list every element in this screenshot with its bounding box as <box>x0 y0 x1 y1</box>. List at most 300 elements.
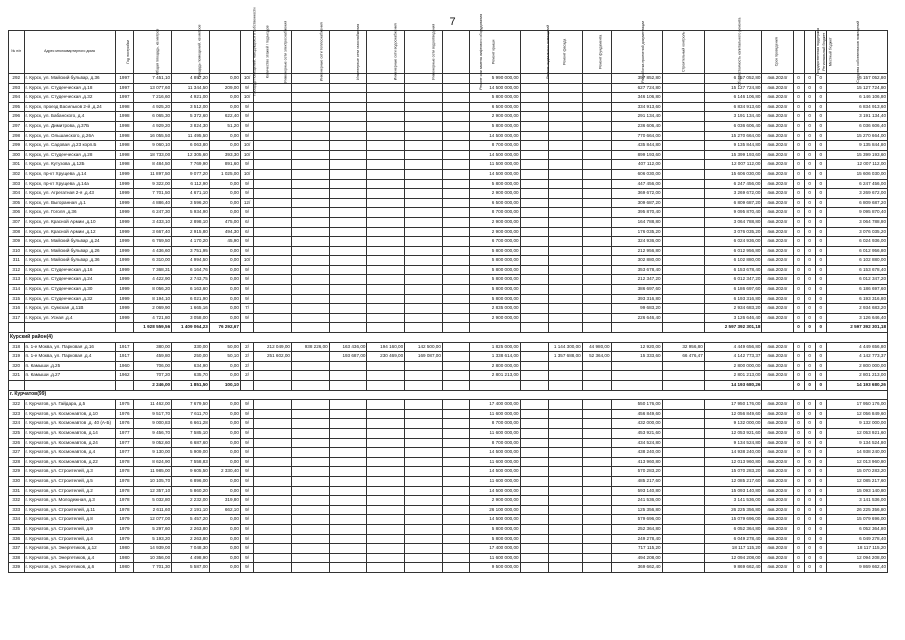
cell-addr: п. Камыши ,д.27 <box>24 371 115 381</box>
cell-roof: 5 800 000,00 <box>469 275 520 285</box>
table-row <box>9 169 888 179</box>
cell-proj: 346 106,80 <box>611 93 662 103</box>
cell-zero: 0 <box>804 371 815 381</box>
cell-roof: 5 800 000,00 <box>469 534 520 544</box>
cell-addr: г. Курск, ул. Студенческая ,д.30 <box>24 285 115 295</box>
table-row <box>9 189 888 199</box>
cell-zero: 0 <box>804 563 815 573</box>
subtotal-cell <box>442 323 469 333</box>
cell-e1 <box>254 102 292 112</box>
column-header-label: Ремонт крыши <box>491 39 496 65</box>
cell-a: 11 462,00 <box>134 400 172 410</box>
cell-base <box>520 467 549 477</box>
cell-n: 335 <box>9 524 25 534</box>
cell-n: 331 <box>9 486 25 496</box>
cell-f: 9/ <box>240 419 253 429</box>
cell-e5 <box>405 246 443 256</box>
cell-e3 <box>329 189 367 199</box>
cell-a: 11 897,50 <box>134 169 172 179</box>
cell-lift <box>442 352 469 362</box>
capital-repair-table <box>8 7 888 573</box>
cell-e2 <box>291 112 329 122</box>
cell-proj <box>611 371 662 381</box>
cell-period: 4кв.2024г <box>762 419 793 429</box>
cell-e2 <box>291 131 329 141</box>
cell-fund <box>582 505 611 515</box>
cell-roof: 11 600 000,00 <box>469 457 520 467</box>
table-row <box>9 342 888 352</box>
cell-zero: 0 <box>815 150 826 160</box>
cell-ctrl <box>662 141 704 151</box>
cell-n: 314 <box>9 285 25 295</box>
subtotal-cell <box>520 323 549 333</box>
cell-period: 4кв.2024г <box>762 285 793 295</box>
column-header-label: Региональный бюджет <box>821 33 826 71</box>
cell-e2 <box>291 198 329 208</box>
cell-e1 <box>254 553 292 563</box>
column-header-label: № п/п <box>11 49 22 54</box>
cell-zero: 0 <box>815 198 826 208</box>
cell-tot: 9 095 870,40 <box>704 208 762 218</box>
column-header-label: Площадь помещений, находящихся в собственности <box>252 7 257 97</box>
cell-c: 0,00 <box>209 419 240 429</box>
cell-own: 26 225 356,80 <box>826 505 887 515</box>
cell-ctrl <box>662 150 704 160</box>
cell-zero: 0 <box>815 400 826 410</box>
cell-b: 2 898,10 <box>172 217 210 227</box>
cell-base <box>520 112 549 122</box>
cell-zero: 0 <box>804 121 815 131</box>
cell-period: 4кв.2024г <box>762 131 793 141</box>
cell-proj: 176 035,20 <box>611 227 662 237</box>
cell-tot: 12 056 849,60 <box>704 409 762 419</box>
cell-facade <box>549 361 582 371</box>
cell-base <box>520 285 549 295</box>
table-row <box>9 486 888 496</box>
cell-addr: г. Курск, ул. Майский бульвар ,д.36 <box>24 256 115 266</box>
cell-zero: 0 <box>793 371 804 381</box>
cell-y: 1978 <box>115 496 134 506</box>
cell-own: 6 153 678,40 <box>826 265 887 275</box>
cell-proj: 485 217,60 <box>611 476 662 486</box>
cell-e5 <box>405 304 443 314</box>
cell-base <box>520 419 549 429</box>
cell-f: 9/ <box>240 476 253 486</box>
cell-period: 4кв.2024г <box>762 313 793 323</box>
cell-addr: г. Курск, ул. Усная ,д.4 <box>24 313 115 323</box>
cell-base <box>520 476 549 486</box>
table-row <box>9 553 888 563</box>
cell-c: 0,00 <box>209 486 240 496</box>
cell-proj: 302 880,00 <box>611 256 662 266</box>
cell-f: 9/ <box>240 275 253 285</box>
cell-e3 <box>329 448 367 458</box>
cell-proj: 627 724,80 <box>611 83 662 93</box>
cell-ctrl <box>662 208 704 218</box>
cell-lift <box>442 150 469 160</box>
cell-e3 <box>329 246 367 256</box>
cell-addr: г. Курчатов, ул. Гайдара, д.5 <box>24 400 115 410</box>
cell-e4 <box>367 93 405 103</box>
cell-e1 <box>254 112 292 122</box>
cell-c: 2 330,40 <box>209 467 240 477</box>
cell-lift <box>442 515 469 525</box>
cell-lift <box>442 179 469 189</box>
cell-b: 6 063,80 <box>172 141 210 151</box>
cell-ctrl <box>662 227 704 237</box>
cell-e4 <box>367 102 405 112</box>
cell-lift <box>442 74 469 84</box>
cell-period: 4кв.2024г <box>762 198 793 208</box>
cell-tot: 6 157 052,80 <box>704 74 762 84</box>
section-header-row <box>9 390 888 400</box>
cell-f: 9/ <box>240 189 253 199</box>
cell-e4 <box>367 285 405 295</box>
cell-e2: 938 226,00 <box>291 342 329 352</box>
cell-e4 <box>367 313 405 323</box>
cell-e4 <box>367 179 405 189</box>
subtotal-cell: 1 928 559,56 <box>134 323 172 333</box>
cell-lift <box>442 198 469 208</box>
cell-y: 1978 <box>115 476 134 486</box>
cell-addr: г. Курск, ул. Студенческая ,д.18 <box>24 83 115 93</box>
cell-e1 <box>254 457 292 467</box>
table-row <box>9 467 888 477</box>
cell-period: 4кв.2024г <box>762 409 793 419</box>
cell-e4 <box>367 361 405 371</box>
cell-base <box>520 313 549 323</box>
cell-n: 329 <box>9 467 25 477</box>
cell-ctrl: 66 476,47 <box>662 352 704 362</box>
cell-roof: 5 800 000,00 <box>469 179 520 189</box>
cell-proj: 212 956,80 <box>611 246 662 256</box>
cell-zero: 0 <box>804 189 815 199</box>
cell-base <box>520 486 549 496</box>
subtotal-cell: 1 851,50 <box>172 381 210 391</box>
cell-tot: 3 141 536,00 <box>704 496 762 506</box>
table-row <box>9 265 888 275</box>
table-row <box>9 448 888 458</box>
cell-zero: 0 <box>804 160 815 170</box>
cell-roof: 17 400 000,00 <box>469 400 520 410</box>
cell-ctrl <box>662 515 704 525</box>
cell-e5 <box>405 208 443 218</box>
subtotal-cell: 0 <box>793 381 804 391</box>
cell-proj: 212 347,20 <box>611 275 662 285</box>
column-header-label: Инженерные сети водоснабжения <box>394 23 399 81</box>
cell-tot: 3 076 035,20 <box>704 227 762 237</box>
cell-base <box>520 237 549 247</box>
cell-tot: 6 153 678,40 <box>704 265 762 275</box>
cell-zero: 0 <box>815 409 826 419</box>
cell-e4 <box>367 505 405 515</box>
cell-own: 15 093 140,80 <box>826 486 887 496</box>
cell-base <box>520 102 549 112</box>
cell-y: 1977 <box>115 428 134 438</box>
cell-tot: 15 093 140,80 <box>704 486 762 496</box>
cell-a: 4 886,40 <box>134 198 172 208</box>
cell-roof: 2 835 000,00 <box>469 304 520 314</box>
cell-e5 <box>405 160 443 170</box>
cell-c: 475,00 <box>209 217 240 227</box>
cell-a: 7 701,50 <box>134 189 172 199</box>
cell-zero: 0 <box>804 428 815 438</box>
table-row <box>9 371 888 381</box>
cell-own: 6 809 687,20 <box>826 198 887 208</box>
cell-y: 1998 <box>115 160 134 170</box>
cell-base <box>520 246 549 256</box>
cell-e2 <box>291 563 329 573</box>
cell-a: 8 194,10 <box>134 294 172 304</box>
cell-zero: 0 <box>815 486 826 496</box>
cell-own: 6 193 316,80 <box>826 294 887 304</box>
cell-facade <box>549 544 582 554</box>
cell-tot: 18 117 115,20 <box>704 544 762 554</box>
cell-addr: г. Курчатов, ул. Молодежная, д.3 <box>24 496 115 506</box>
cell-zero: 0 <box>793 198 804 208</box>
cell-e5 <box>405 275 443 285</box>
cell-addr: г. Курск, ул. Садовая ,д.23 корп.Б <box>24 141 115 151</box>
cell-ctrl <box>662 505 704 515</box>
cell-e3 <box>329 419 367 429</box>
cell-ctrl: 32 956,80 <box>662 342 704 352</box>
cell-e3 <box>329 515 367 525</box>
cell-e2 <box>291 352 329 362</box>
cell-zero: 0 <box>804 361 815 371</box>
cell-f: 9/ <box>240 524 253 534</box>
cell-e3 <box>329 409 367 419</box>
cell-facade <box>549 246 582 256</box>
cell-proj: 717 115,20 <box>611 544 662 554</box>
cell-fund <box>582 400 611 410</box>
cell-facade <box>549 93 582 103</box>
cell-zero: 0 <box>804 409 815 419</box>
cell-proj: 435 844,80 <box>611 141 662 151</box>
cell-facade <box>549 112 582 122</box>
cell-e4 <box>367 467 405 477</box>
cell-zero: 0 <box>793 237 804 247</box>
cell-zero: 0 <box>793 524 804 534</box>
cell-period: 4кв.2024г <box>762 102 793 112</box>
table-row <box>9 409 888 419</box>
cell-e2 <box>291 227 329 237</box>
cell-e5 <box>405 476 443 486</box>
cell-n: 321 <box>9 371 25 381</box>
cell-zero: 0 <box>804 179 815 189</box>
table-row <box>9 285 888 295</box>
cell-fund <box>582 428 611 438</box>
cell-c: 0,00 <box>209 285 240 295</box>
cell-e1 <box>254 141 292 151</box>
cell-addr: г. Курск, ул. Кутузова ,д.12Б <box>24 160 115 170</box>
cell-n: 330 <box>9 476 25 486</box>
cell-e1 <box>254 534 292 544</box>
cell-f: 9/ <box>240 505 253 515</box>
cell-own: 15 399 193,60 <box>826 150 887 160</box>
cell-zero: 0 <box>815 131 826 141</box>
cell-zero: 0 <box>804 515 815 525</box>
cell-zero: 0 <box>804 534 815 544</box>
cell-ctrl <box>662 102 704 112</box>
subtotal-cell: 76 292,67 <box>209 323 240 333</box>
cell-ctrl <box>662 112 704 122</box>
cell-e4 <box>367 544 405 554</box>
cell-e1 <box>254 563 292 573</box>
cell-e4: 194 160,00 <box>367 342 405 352</box>
cell-y: 1999 <box>115 265 134 275</box>
cell-tot: 12 053 921,60 <box>704 428 762 438</box>
cell-base <box>520 496 549 506</box>
cell-fund <box>582 304 611 314</box>
column-header <box>582 31 611 74</box>
cell-tot: 4 449 656,80 <box>704 342 762 352</box>
cell-tot: 6 146 106,80 <box>704 93 762 103</box>
cell-a: 9 052,60 <box>134 438 172 448</box>
cell-ctrl <box>662 131 704 141</box>
cell-e2 <box>291 544 329 554</box>
cell-own: 15 079 696,00 <box>826 515 887 525</box>
cell-e1 <box>254 179 292 189</box>
cell-a: 7 368,31 <box>134 265 172 275</box>
cell-tot: 6 012 347,20 <box>704 275 762 285</box>
cell-e5 <box>405 313 443 323</box>
cell-period: 4кв.2024г <box>762 524 793 534</box>
cell-own: 18 117 115,20 <box>826 544 887 554</box>
cell-e3 <box>329 121 367 131</box>
cell-zero: 0 <box>815 361 826 371</box>
cell-ctrl <box>662 74 704 84</box>
cell-e3 <box>329 457 367 467</box>
cell-y: 1998 <box>115 102 134 112</box>
cell-roof: 2 801 213,00 <box>469 371 520 381</box>
cell-e1 <box>254 400 292 410</box>
cell-e1 <box>254 467 292 477</box>
cell-lift <box>442 131 469 141</box>
cell-base <box>520 361 549 371</box>
cell-y: 1997 <box>115 83 134 93</box>
cell-e1 <box>254 275 292 285</box>
column-header-label: Инженерные сети теплоснабжения <box>319 22 324 82</box>
cell-e5 <box>405 265 443 275</box>
cell-fund <box>582 179 611 189</box>
cell-zero: 0 <box>793 246 804 256</box>
cell-e3 <box>329 476 367 486</box>
cell-c: 1 025,00 <box>209 169 240 179</box>
cell-zero: 0 <box>815 371 826 381</box>
cell-zero: 0 <box>815 93 826 103</box>
cell-n: 312 <box>9 265 25 275</box>
cell-facade <box>549 428 582 438</box>
table-row <box>9 141 888 151</box>
cell-tot: 3 269 672,00 <box>704 189 762 199</box>
cell-n: 292 <box>9 74 25 84</box>
cell-lift <box>442 208 469 218</box>
cell-e4 <box>367 486 405 496</box>
cell-facade <box>549 217 582 227</box>
cell-fund <box>582 371 611 381</box>
cell-ctrl <box>662 419 704 429</box>
cell-facade <box>549 179 582 189</box>
cell-base <box>520 179 549 189</box>
cell-lift <box>442 505 469 515</box>
cell-period: 4кв.2024г <box>762 515 793 525</box>
cell-c: 0,00 <box>209 553 240 563</box>
cell-zero: 0 <box>815 515 826 525</box>
cell-y: 1997 <box>115 93 134 103</box>
column-header-label: Средства собственников помещений <box>855 21 860 83</box>
cell-base <box>520 304 549 314</box>
cell-period: 4кв.2024г <box>762 246 793 256</box>
cell-f: 7/ <box>240 304 253 314</box>
cell-a: 4 925,20 <box>134 102 172 112</box>
cell-e4 <box>367 476 405 486</box>
table-row <box>9 361 888 371</box>
cell-e1 <box>254 285 292 295</box>
cell-ctrl <box>662 189 704 199</box>
cell-lift <box>442 141 469 151</box>
cell-fund <box>582 457 611 467</box>
cell-zero: 0 <box>793 553 804 563</box>
cell-zero: 0 <box>815 102 826 112</box>
cell-facade <box>549 198 582 208</box>
table-row <box>9 208 888 218</box>
cell-period: 4кв.2024г <box>762 112 793 122</box>
cell-zero: 0 <box>815 448 826 458</box>
column-header <box>442 14 484 90</box>
cell-zero: 0 <box>815 285 826 295</box>
subtotal-row <box>9 323 888 333</box>
cell-a: 14 939,00 <box>134 544 172 554</box>
cell-base <box>520 217 549 227</box>
cell-own: 14 938 240,00 <box>826 448 887 458</box>
column-header <box>405 23 443 81</box>
cell-period: 4кв.2024г <box>762 275 793 285</box>
cell-c: 0,00 <box>209 409 240 419</box>
cell-own: 9 095 870,40 <box>826 208 887 218</box>
cell-n: 307 <box>9 217 25 227</box>
cell-e1 <box>254 524 292 534</box>
cell-lift <box>442 275 469 285</box>
cell-b: 4 921,00 <box>172 93 210 103</box>
cell-ctrl <box>662 563 704 573</box>
cell-e3 <box>329 505 367 515</box>
cell-fund <box>582 169 611 179</box>
cell-zero: 0 <box>804 74 815 84</box>
cell-e3 <box>329 237 367 247</box>
cell-b: 7 585,10 <box>172 428 210 438</box>
cell-e3 <box>329 294 367 304</box>
subtotal-cell <box>24 323 115 333</box>
cell-addr: г. Курск, ул. Майский бульвар ,д.26 <box>24 246 115 256</box>
cell-y: 1975 <box>115 400 134 410</box>
cell-facade <box>549 237 582 247</box>
cell-proj: 99 683,20 <box>611 304 662 314</box>
cell-ctrl <box>662 553 704 563</box>
cell-y: 1976 <box>115 419 134 429</box>
cell-zero: 0 <box>804 448 815 458</box>
cell-proj: 447 456,00 <box>611 179 662 189</box>
cell-lift <box>442 428 469 438</box>
cell-c: 0,00 <box>209 294 240 304</box>
cell-b: 5 909,00 <box>172 448 210 458</box>
cell-c: 209,00 <box>209 83 240 93</box>
cell-e4 <box>367 112 405 122</box>
cell-ctrl <box>662 534 704 544</box>
subtotal-cell <box>329 381 367 391</box>
cell-proj <box>611 361 662 371</box>
cell-proj: 369 662,40 <box>611 563 662 573</box>
cell-proj: 453 921,60 <box>611 428 662 438</box>
